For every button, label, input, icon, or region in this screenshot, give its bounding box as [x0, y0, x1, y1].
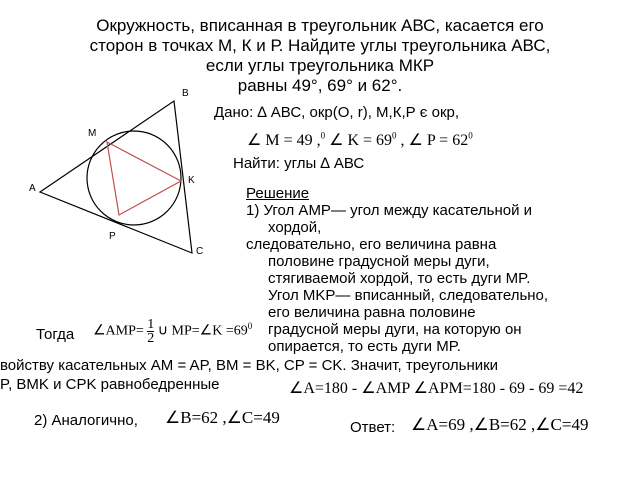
- then-lhs: ∠AMP=: [93, 323, 144, 339]
- deg: 0: [320, 130, 326, 141]
- step2-label: 2) Аналогично,: [34, 412, 138, 429]
- solution-line: стягиваемой хордой, то есть дуги MP.: [268, 270, 531, 287]
- label-m: M: [88, 128, 97, 139]
- answer-formula: ∠A=69 ,∠B=62 ,∠C=49: [411, 415, 589, 434]
- solution-line: следовательно, его величина равна: [246, 236, 497, 253]
- title-line-3: если углы треугольника МКР: [205, 56, 435, 75]
- given-text: Дано: ∆ АВС, окр(О, r), М,К,Р є окр,: [214, 104, 460, 121]
- then-formula: [93, 318, 252, 345]
- solution-line: градусной меры дуги, на которую он: [268, 321, 522, 338]
- deg: 0: [392, 130, 397, 141]
- property-line-2: P, BMK и CPK равнобедренные: [0, 376, 220, 393]
- given-angle-m: ∠ M = 49 ,: [247, 132, 321, 149]
- title-line-2: сторон в точках М, К и Р. Найдите углы треугольника АВС,: [89, 36, 551, 55]
- solution-line: Угол MKP— вписанный, следовательно,: [268, 287, 549, 304]
- triangle-mkp: [107, 142, 181, 215]
- deg: 0: [468, 130, 473, 141]
- solution-block: [246, 185, 640, 355]
- label-c: C: [196, 246, 204, 257]
- label-p: P: [109, 231, 116, 242]
- solution-line: его величина равна половине: [268, 304, 476, 321]
- answer-label: Ответ:: [350, 419, 396, 436]
- solution-line: 1) Угол AMP— угол между касательной и: [246, 202, 533, 219]
- deg: 0: [247, 321, 253, 332]
- given-angle-k: ∠ K = 69: [329, 132, 393, 149]
- title-line-1: Окружность, вписанная в треугольник АВС, касается его: [96, 16, 544, 35]
- property-line-1: войству касательных AM = AP, BM = BK, CP = CK. Значит, треугольники: [0, 357, 499, 374]
- fraction-numerator: 1: [147, 317, 155, 332]
- then-rhs: ∪ MP=∠K =69: [157, 323, 248, 339]
- solution-line: опирается, то есть дуги MP.: [268, 338, 461, 355]
- label-b: B: [182, 88, 189, 99]
- given-angles: [247, 130, 473, 150]
- one-half-fraction: [147, 318, 154, 345]
- inscribed-circle: [87, 131, 181, 225]
- label-a: A: [29, 183, 36, 194]
- triangle-abc: [40, 101, 192, 253]
- title-line-4: равны 49°, 69° и 62°.: [237, 76, 403, 95]
- step2-formula: ∠B=62 ,∠C=49: [165, 408, 280, 427]
- find-text: Найти: углы ∆ АВС: [233, 155, 365, 172]
- label-k: K: [188, 175, 195, 186]
- solution-heading: Решение: [246, 185, 310, 202]
- angle-a-formula: ∠A=180 - ∠AMP ∠APM=180 - 69 - 69 =42: [289, 380, 584, 397]
- fraction-denominator: 2: [147, 331, 155, 346]
- solution-line: половине градусной меры дуги,: [268, 253, 490, 270]
- given-angle-p: , ∠ P = 62: [400, 132, 469, 149]
- then-label: Тогда: [36, 326, 75, 343]
- solution-line: хордой,: [268, 219, 322, 236]
